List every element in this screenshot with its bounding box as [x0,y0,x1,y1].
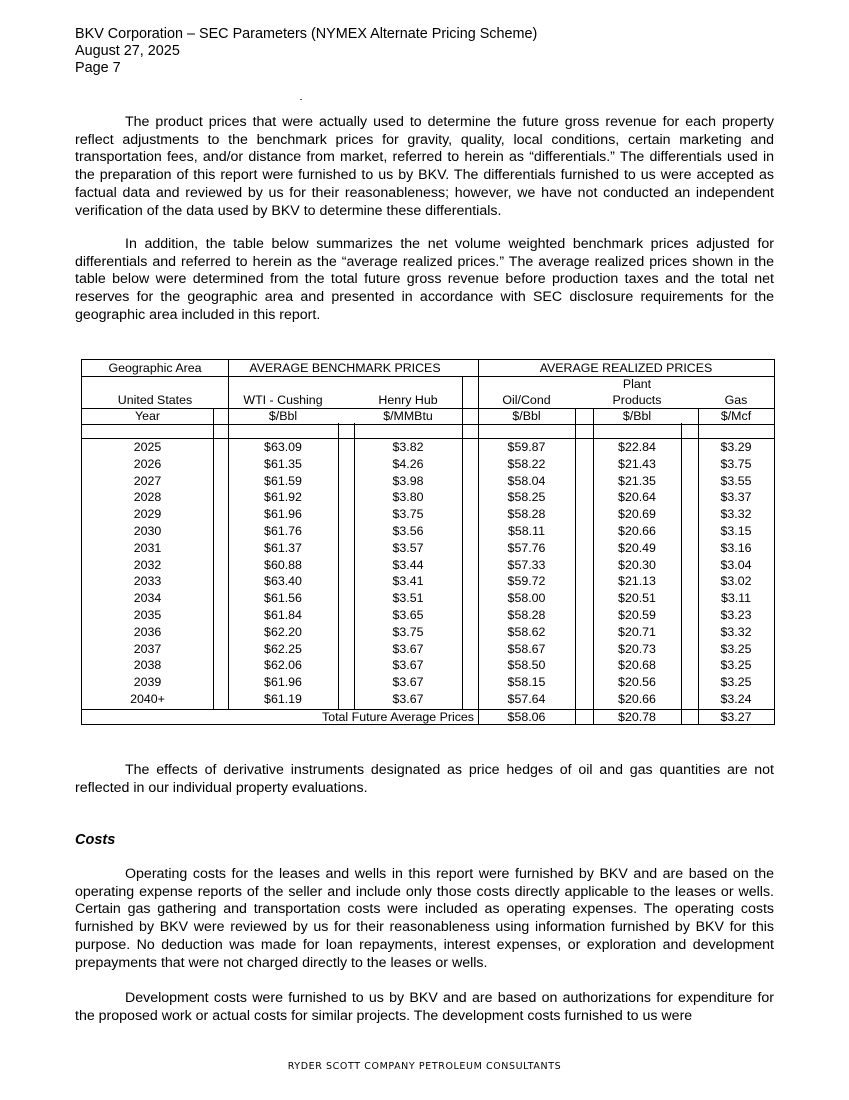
cell-gas: $3.55 [720,473,752,488]
cell-oil: $58.28 [507,608,546,622]
cell-year: 2035 [133,608,162,622]
cell-plant: $20.56 [618,675,656,690]
cell-year: 2027 [133,473,162,488]
cell-oil: $58.28 [507,507,546,522]
cell-plant: $22.84 [618,440,656,454]
gas-header: Gas [724,393,748,407]
table-row [82,692,776,707]
cell-hh: $3.41 [392,574,424,589]
footer-company: RYDER SCOTT COMPANY PETROLEUM CONSULTANTS [287,1061,562,1072]
wti-header: WTI - Cushing [243,393,323,407]
cell-oil: $59.87 [507,440,546,454]
cell-gas: $3.04 [720,557,752,572]
henry-hub-header: Henry Hub [378,393,438,407]
cell-gas: $3.29 [720,440,752,454]
cell-year: 2032 [133,557,162,572]
price-table [81,359,775,725]
cell-hh: $3.56 [392,524,424,538]
cell-wti: $61.92 [264,490,302,505]
cell-wti: $61.84 [264,608,302,622]
cell-plant: $20.69 [618,507,656,522]
cell-hh: $3.98 [392,473,424,488]
cell-year: 2039 [133,675,162,690]
cell-wti: $61.35 [264,456,302,471]
total-gas: $3.27 [720,710,752,724]
table-row [82,558,776,573]
paragraph-derivatives: The effects of derivative instruments designated as price hedges of oil and gas quantities are not reflected in our individual property evaluations. [75,762,774,796]
cell-gas: $3.25 [720,658,752,673]
cell-wti: $62.20 [264,624,302,639]
cell-oil: $58.62 [507,624,546,639]
cell-plant: $20.71 [618,624,656,639]
total-label: Total Future Average Prices [322,710,474,724]
cell-hh: $3.67 [392,675,424,690]
plant-header-top: Plant [622,377,652,391]
cell-oil: $58.67 [507,641,546,656]
stray-dot [300,99,302,100]
cell-oil: $58.15 [507,675,546,690]
cell-wti: $61.96 [264,507,302,522]
table-row [82,642,776,657]
cell-plant: $20.66 [618,524,656,538]
table-row [82,507,776,522]
cell-year: 2025 [133,440,162,454]
cell-gas: $3.75 [720,456,752,471]
cell-plant: $20.73 [618,641,656,656]
table-row [82,658,776,673]
cell-wti: $61.76 [264,524,302,538]
cell-wti: $63.40 [264,574,302,589]
cell-hh: $3.67 [392,641,424,656]
cell-oil: $58.25 [507,490,546,505]
cell-oil: $58.50 [507,658,546,673]
cell-hh: $3.75 [392,507,424,522]
cell-hh: $3.67 [392,658,424,673]
cell-gas: $3.16 [720,540,752,555]
area-label: United States [117,393,193,407]
paragraph-differentials: The product prices that were actually used to determine the future gross revenue for each property reflect adjustments to the benchmark prices for gravity, quality, local conditions, certain marketing and transportation fees, and/or distance from market, referred to herein as “differentials.” The differentials used in the preparation of this report were furnished to us by BKV. The differentials furnished to us were accepted as factual data and reviewed by us for their reasonableness; however, we have not conducted an independent verification of the data used by BKV to determine these differentials. [75,114,774,219]
paragraph-realized-prices: In addition, the table below summarizes the net volume weighted benchmark prices adjusted for differentials and referred to herein as the “average realized prices.” The average realized prices shown in the table below were determined from the total future gross revenue before production taxes and the total net reserves for the geographic area and presented in accordance with SEC disclosure requirements for the geographic area included in this report. [75,236,774,323]
cell-wti: $61.96 [264,675,302,690]
cell-gas: $3.23 [720,608,752,622]
paragraph-operating-costs: Operating costs for the leases and wells in this report were furnished by BKV and are based on the operating expense reports of the seller and include only those costs directly applicable to the leases or wells. Certain gas gathering and transportation costs were included as operating expenses. The operating costs furnished by BKV were reviewed by us for their reasonableness using information furnished by BKV for this purpose. No deduction was made for loan repayments, interest expenses, or exploration and development prepayments that were not charged directly to the leases or wells. [75,866,774,971]
cell-hh: $3.67 [392,692,424,706]
geo-area-header: Geographic Area [108,361,202,375]
cell-hh: $3.51 [392,591,424,606]
cell-gas: $3.11 [720,591,752,606]
cell-hh: $3.75 [392,624,424,639]
cell-gas: $3.25 [720,641,752,656]
cell-gas: $3.32 [720,507,752,522]
cell-wti: $62.06 [264,658,302,673]
cell-wti: $62.25 [264,641,302,656]
table-row [82,675,776,690]
table-row [82,457,776,472]
cell-year: 2037 [133,641,162,656]
cell-year: 2029 [133,507,162,522]
cell-wti: $63.09 [264,440,302,454]
cell-hh: $3.80 [392,490,424,505]
header-page: Page 7 [75,60,121,76]
cell-year: 2028 [133,490,162,505]
total-plant: $20.78 [618,710,656,724]
cell-gas: $3.37 [720,490,752,505]
cell-plant: $20.64 [618,490,656,505]
cell-gas: $3.24 [720,692,752,706]
cell-year: 2033 [133,574,162,589]
table-row [82,524,776,539]
header-title: BKV Corporation – SEC Parameters (NYMEX Alternate Pricing Scheme) [75,26,538,42]
cell-plant: $21.35 [618,473,656,488]
cell-hh: $3.82 [392,440,424,454]
cell-gas: $3.15 [720,524,752,538]
benchmark-header: AVERAGE BENCHMARK PRICES [249,361,441,375]
cell-plant: $20.51 [618,591,656,606]
cell-wti: $61.59 [264,473,302,488]
document-header [75,26,537,77]
cell-hh: $3.57 [392,540,424,555]
henry-hub-unit: $/MMBtu [383,409,433,423]
cell-gas: $3.25 [720,675,752,690]
cell-plant: $20.68 [618,658,656,673]
cell-hh: $3.65 [392,608,424,622]
cell-oil: $57.76 [507,540,546,555]
costs-heading: Costs [75,832,116,848]
cell-plant: $20.49 [618,540,656,555]
oil-header: Oil/Cond [502,393,551,407]
realized-header: AVERAGE REALIZED PRICES [539,361,713,375]
gas-unit: $/Mcf [720,409,752,423]
table-row [82,541,776,556]
cell-wti: $61.37 [264,540,302,555]
cell-plant: $20.59 [618,608,656,622]
cell-plant: $20.30 [618,557,656,572]
cell-oil: $58.11 [508,524,545,538]
plant-unit: $/Bbl [622,409,652,423]
table-row [82,591,776,606]
year-header: Year [134,409,161,423]
table-row [82,625,776,640]
cell-year: 2026 [133,456,162,471]
total-oil: $58.06 [507,710,546,724]
header-date: August 27, 2025 [75,43,180,59]
cell-year: 2036 [133,624,162,639]
cell-year: 2040+ [130,692,165,706]
cell-oil: $57.64 [507,692,546,706]
cell-oil: $58.22 [507,456,546,471]
cell-gas: $3.02 [720,574,752,589]
wti-unit: $/Bbl [268,409,298,423]
cell-year: 2031 [133,540,162,555]
cell-year: 2038 [133,658,162,673]
table-row [82,474,776,489]
cell-hh: $3.44 [392,557,424,572]
cell-oil: $57.33 [507,557,546,572]
cell-wti: $61.56 [264,591,302,606]
plant-header: Products [612,393,662,407]
cell-oil: $58.00 [507,591,546,606]
table-row [82,574,776,589]
oil-unit: $/Bbl [512,409,541,423]
cell-hh: $4.26 [392,456,424,471]
table-row [82,440,776,455]
cell-plant: $20.66 [618,692,656,706]
cell-wti: $61.19 [264,692,302,706]
cell-gas: $3.32 [720,624,752,639]
cell-wti: $60.88 [264,557,302,572]
cell-plant: $21.13 [618,574,656,589]
cell-year: 2030 [133,524,162,538]
paragraph-development-costs: Development costs were furnished to us by BKV and are based on authorizations for expenditure for the proposed work or actual costs for similar projects. The development costs furnished to us were [75,990,774,1024]
cell-oil: $59.72 [507,574,546,589]
cell-oil: $58.04 [507,473,546,488]
table-row [82,490,776,505]
cell-year: 2034 [133,591,162,606]
cell-plant: $21.43 [618,456,656,471]
table-row [82,608,776,623]
